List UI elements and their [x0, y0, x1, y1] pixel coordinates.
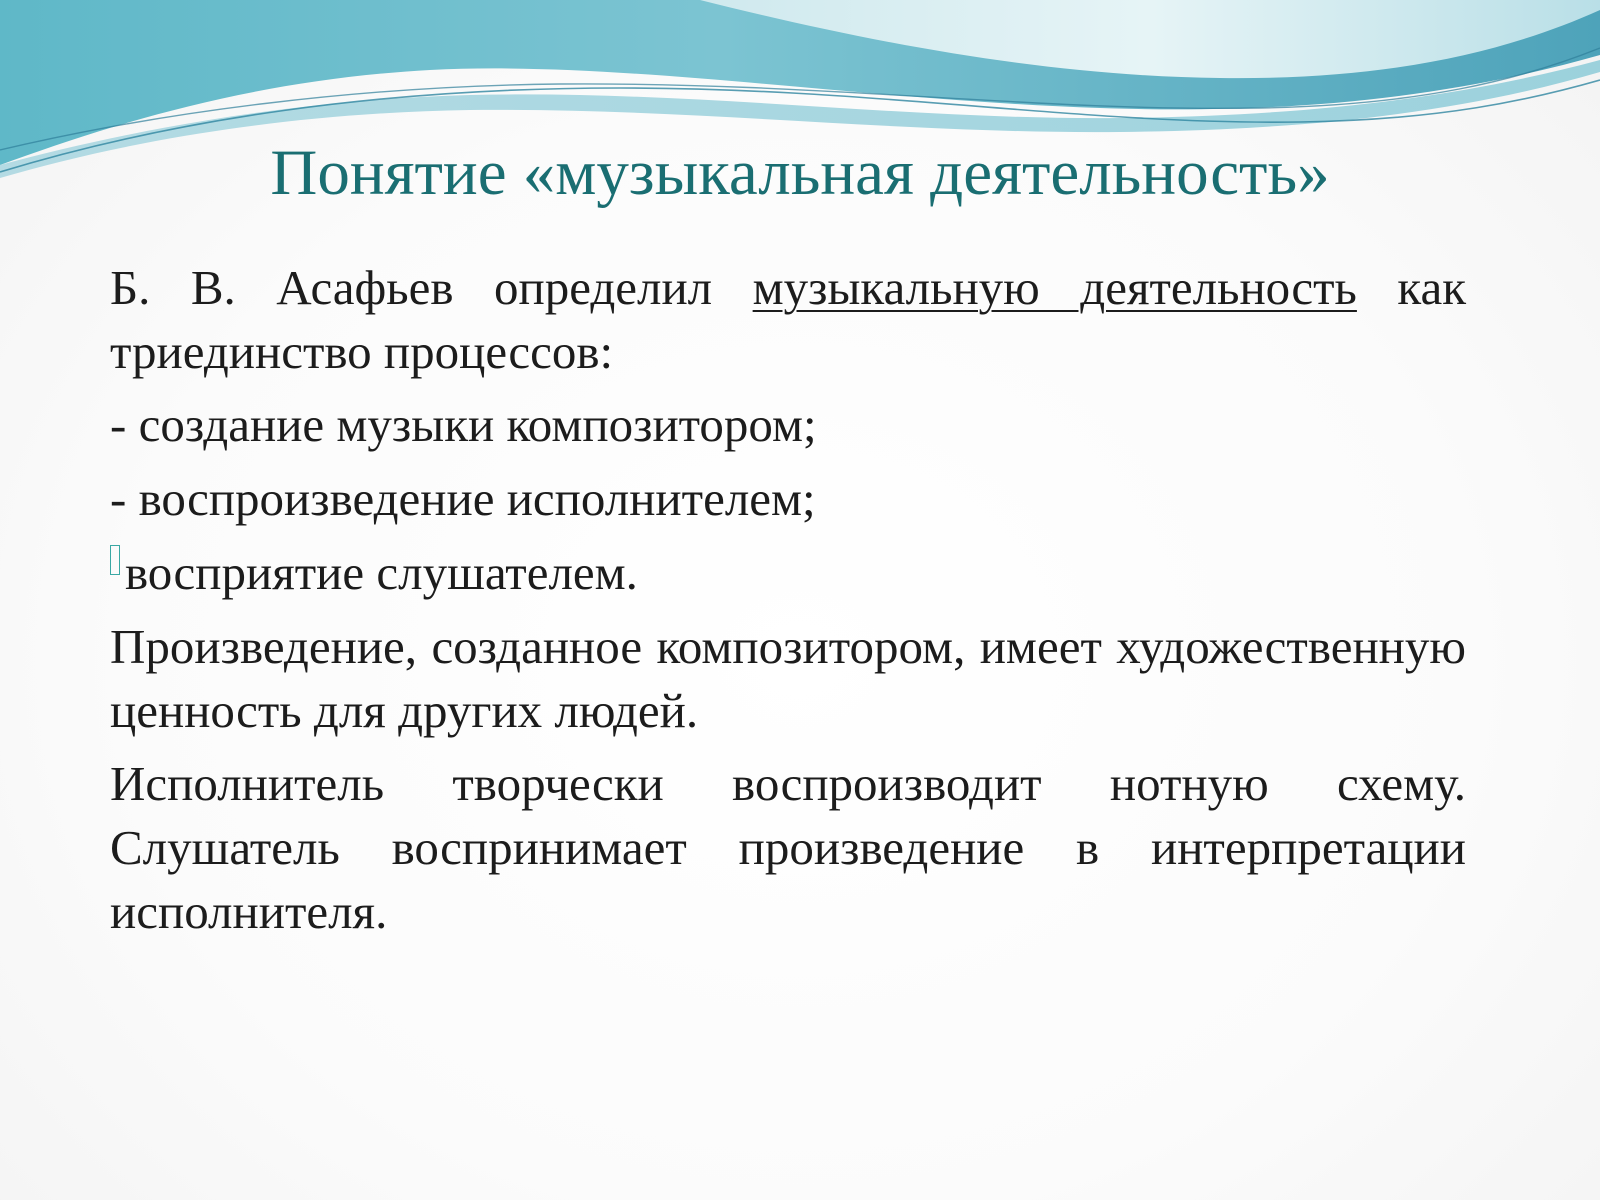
- list-item-text: восприятие слушателем.: [125, 545, 638, 600]
- list-item: - воспроизведение исполнителем;: [110, 471, 816, 526]
- slide-title: Понятие «музыкальная деятельность»: [270, 137, 1330, 209]
- paragraph-composition-value: Произведение, созданное композитором, имеет художественную ценность для других людей.: [110, 619, 1466, 738]
- definition-text-after: как триединство процессов:: [110, 260, 1467, 379]
- slide-body: [110, 256, 1466, 953]
- definition-paragraph: [110, 256, 1466, 384]
- list-item-bulleted: [110, 541, 1466, 605]
- list-item: - создание музыки композитором;: [110, 397, 817, 452]
- paragraph-performer-listener: Исполнитель творчески воспроизводит нотную схему. Слушатель воспринимает произведение в интерпретации исполнителя.: [110, 756, 1466, 939]
- definition-text-before: Б. В. Асафьев определил: [110, 260, 753, 315]
- underlined-term: музыкальную деятельность: [752, 260, 1357, 315]
- box-bullet-icon: [110, 545, 120, 575]
